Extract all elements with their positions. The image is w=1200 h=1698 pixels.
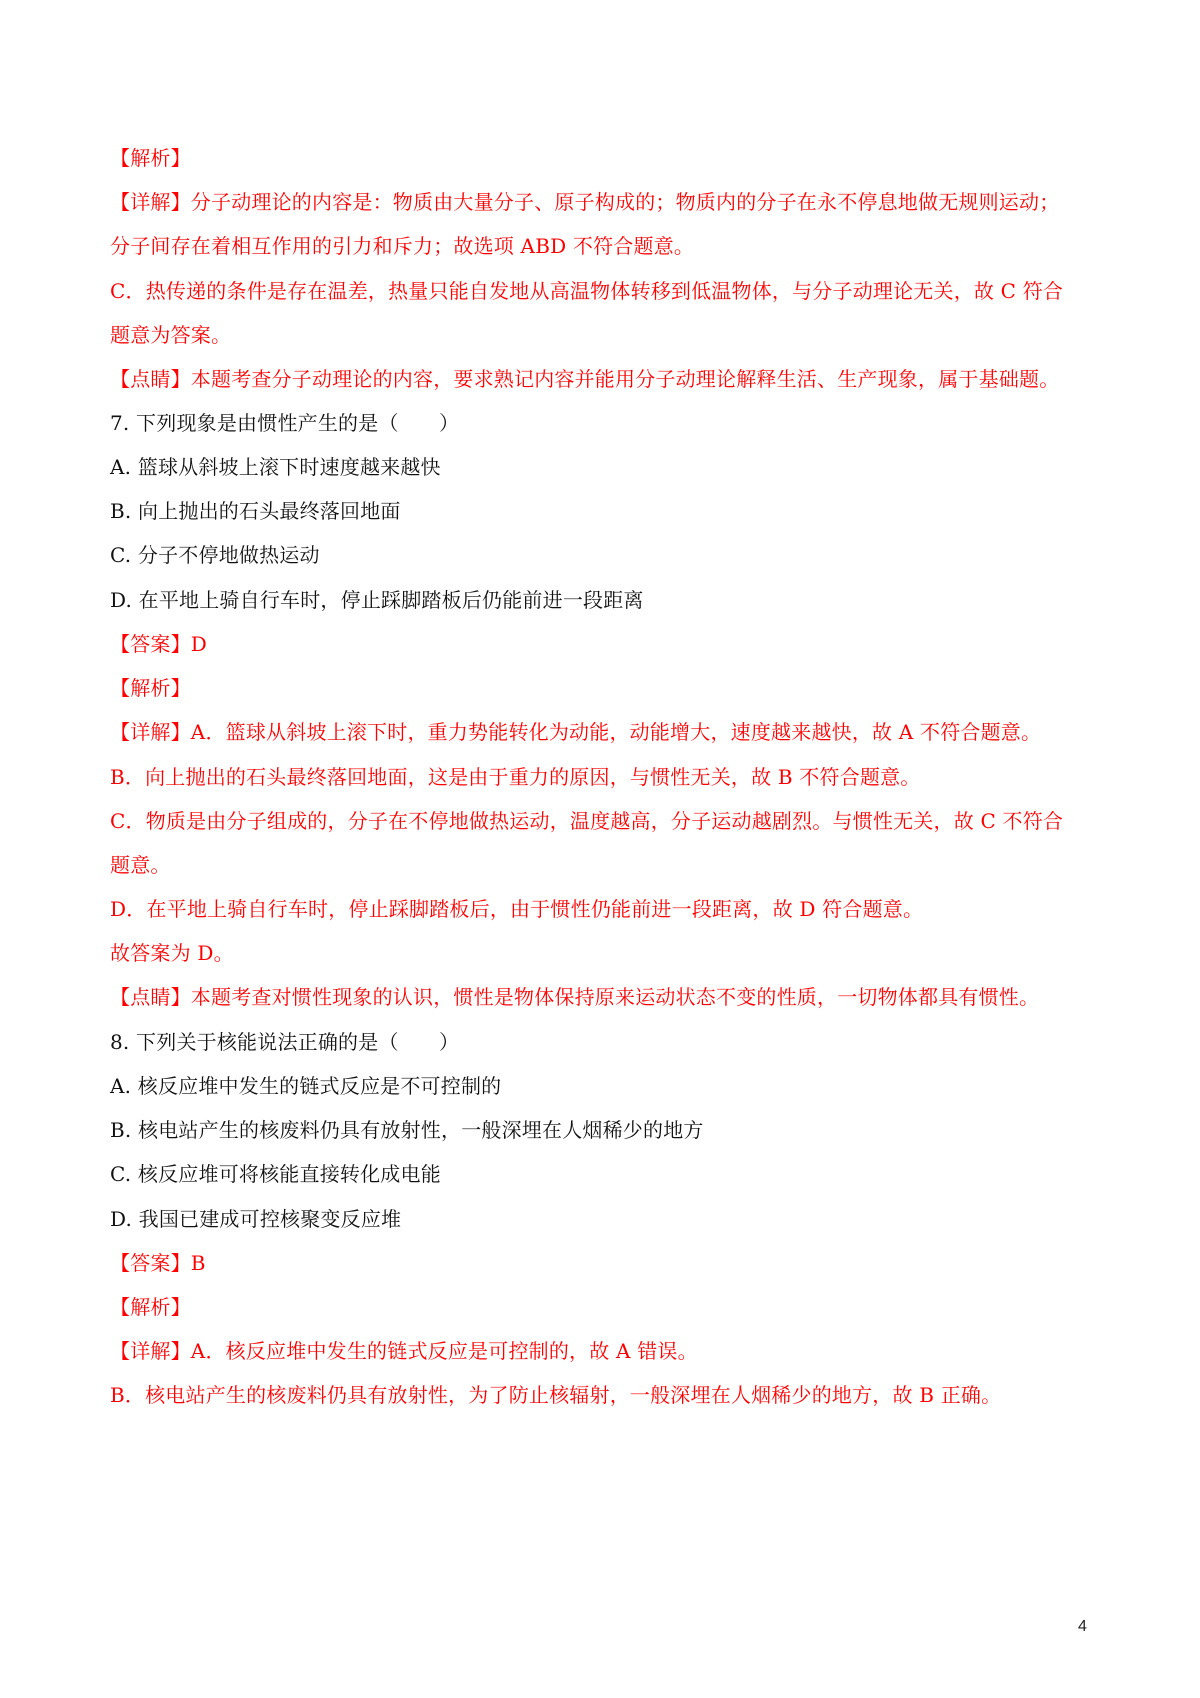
detail-text: 分子间存在着相互作用的引力和斥力；故选项 ABD 不符合题意。: [110, 234, 695, 258]
analysis-heading: 【解析】: [110, 1295, 191, 1319]
analysis-heading: 【解析】: [110, 676, 191, 700]
question-7-option-d: D. 在平地上骑自行车时，停止踩脚踏板后仍能前进一段距离: [110, 588, 644, 612]
detail-text: D．在平地上骑自行车时，停止踩脚踏板后，由于惯性仍能前进一段距离，故 D 符合题意。: [110, 897, 924, 921]
detail-text: B．向上抛出的石头最终落回地面，这是由于重力的原因，与惯性无关，故 B 不符合题意。: [110, 765, 921, 789]
question-8-option-d: D. 我国已建成可控核聚变反应堆: [110, 1207, 402, 1231]
detail-text: B．核电站产生的核废料仍具有放射性，为了防止核辐射，一般深埋在人烟稀少的地方，故 B 正确。: [110, 1383, 1002, 1407]
detail-text: 【详解】分子动理论的内容是：物质由大量分子、原子构成的；物质内的分子在永不停息地做无规则运动；: [110, 190, 1060, 214]
question-7-option-c: C. 分子不停地做热运动: [110, 543, 320, 567]
detail-text: 【详解】A．核反应堆中发生的链式反应是可控制的，故 A 错误。: [110, 1339, 698, 1363]
question-7-option-b: B. 向上抛出的石头最终落回地面: [110, 499, 401, 523]
analysis-heading: 【解析】: [110, 146, 191, 170]
conclusion-text: 故答案为 D。: [110, 941, 234, 965]
detail-text: 题意为答案。: [110, 323, 232, 347]
question-7-option-a: A. 篮球从斜坡上滚下时速度越来越快: [110, 455, 441, 479]
question-8-option-a: A. 核反应堆中发生的链式反应是不可控制的: [110, 1074, 502, 1098]
comment-text: 【点睛】本题考查分子动理论的内容，要求熟记内容并能用分子动理论解释生活、生产现象，属于基础题。: [110, 367, 1060, 391]
detail-text: 题意。: [110, 853, 171, 877]
page-number: 4: [1078, 1618, 1087, 1635]
detail-text: C．物质是由分子组成的，分子在不停地做热运动，温度越高，分子运动越剧烈。与惯性无关，故 C 不符合: [110, 809, 1064, 833]
detail-text: C．热传递的条件是存在温差，热量只能自发地从高温物体转移到低温物体，与分子动理论无关，故 C 符合: [110, 279, 1064, 303]
answer-label: 【答案】D: [110, 632, 208, 656]
detail-text: 【详解】A．篮球从斜坡上滚下时，重力势能转化为动能，动能增大，速度越来越快，故 A 不符合题意。: [110, 720, 1042, 744]
comment-text: 【点睛】本题考查对惯性现象的认识，惯性是物体保持原来运动状态不变的性质，一切物体都具有惯性。: [110, 985, 1040, 1009]
question-8-option-b: B. 核电站产生的核废料仍具有放射性，一般深埋在人烟稀少的地方: [110, 1118, 704, 1142]
question-8-stem: 8. 下列关于核能说法正确的是（ ）: [110, 1030, 460, 1054]
question-7-stem: 7. 下列现象是由惯性产生的是（ ）: [110, 411, 460, 435]
answer-label: 【答案】B: [110, 1251, 206, 1275]
question-8-option-c: C. 核反应堆可将核能直接转化成电能: [110, 1162, 441, 1186]
